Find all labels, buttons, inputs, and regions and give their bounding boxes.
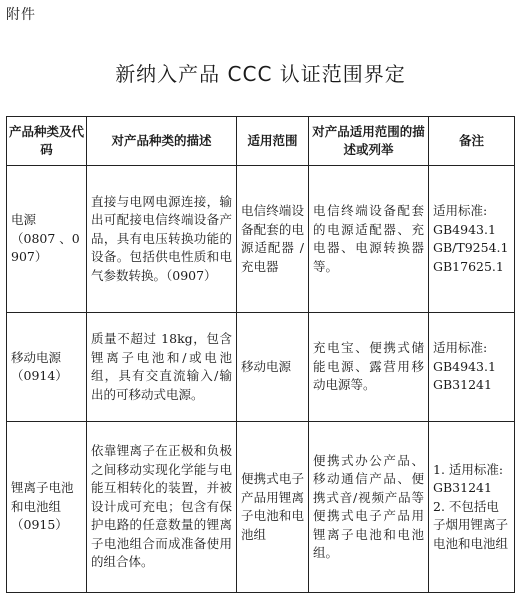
scope-detail-cell: 便携式办公产品、移动通信产品、便携式音/视频产品等便携式电子产品用锂离子电池和电池组。 [309,422,429,593]
page-title: 新纳入产品 CCC 认证范围界定 [115,62,406,86]
column-header-scope-detail: 对产品适用范围的描述或列举 [309,117,429,166]
table-header-row [7,117,515,166]
scope-cell: 便携式电子产品用锂离子电池和电池组 [237,422,309,593]
column-header-scope: 适用范围 [237,117,309,166]
category-name: 电源 [11,212,37,228]
category-code: （0807 、0907） [11,230,80,265]
category-code: （0915） [11,517,68,533]
table-row [7,166,515,313]
column-header-category: 产品种类及代码 [7,117,87,166]
note-line: 适用标准: [433,203,488,218]
note-line: GB31241 [433,377,492,393]
category-cell [7,166,87,313]
table-row [7,313,515,422]
description-cell: 质量不超过 18kg，包含锂离子电池和/或电池组，具有交直流输入/输出的可移动式电源。 [87,313,237,422]
category-cell [7,313,87,422]
scope-table [6,116,515,593]
scope-detail-cell: 电信终端设备配套的电源适配器、充电器、电源转换器等。 [309,166,429,313]
note-line: 适用标准: [433,340,488,356]
column-header-description: 对产品种类的描述 [87,117,237,166]
description-cell: 直接与电网电源连接，输出可配接电信终端设备产品，具有电压转换功能的设备。包括供电性质和电气参数转换。（0907） [87,166,237,313]
notes-cell [429,313,515,422]
note-line: GB17625.1 [433,258,504,274]
note-line: GB/T9254.1 [433,240,509,255]
note-line: GB4943.1 [433,221,496,237]
note-line: GB4943.1 [433,358,496,374]
scope-detail-cell: 充电宝、便携式储能电源、露营用移动电源等。 [309,313,429,422]
category-cell [7,422,87,593]
category-name: 移动电源 [11,349,62,365]
attachment-label: 附件 [6,7,36,23]
description-cell: 依靠锂离子在正极和负极之间移动实现化学能与电能互相转化的装置，并被设计成可充电；包含有保护电路的任意数量的锂离子电池组合而成准备使用的组合体。 [87,422,237,593]
note-line: GB31241 [433,480,492,496]
category-code: （0914） [11,368,68,383]
column-header-notes: 备注 [429,117,515,166]
category-name: 锂离子电池和电池组 [11,480,74,514]
note-line: 1. 适用标准: [433,461,504,477]
notes-cell [429,166,515,313]
notes-cell [429,422,515,593]
scope-cell: 电信终端设备配套的电源适配器 / 充电器 [237,166,309,313]
table-row [7,422,515,593]
scope-cell: 移动电源 [237,313,309,422]
note-line: 2. 不包括电子烟用锂离子电池和电池组 [433,498,509,551]
